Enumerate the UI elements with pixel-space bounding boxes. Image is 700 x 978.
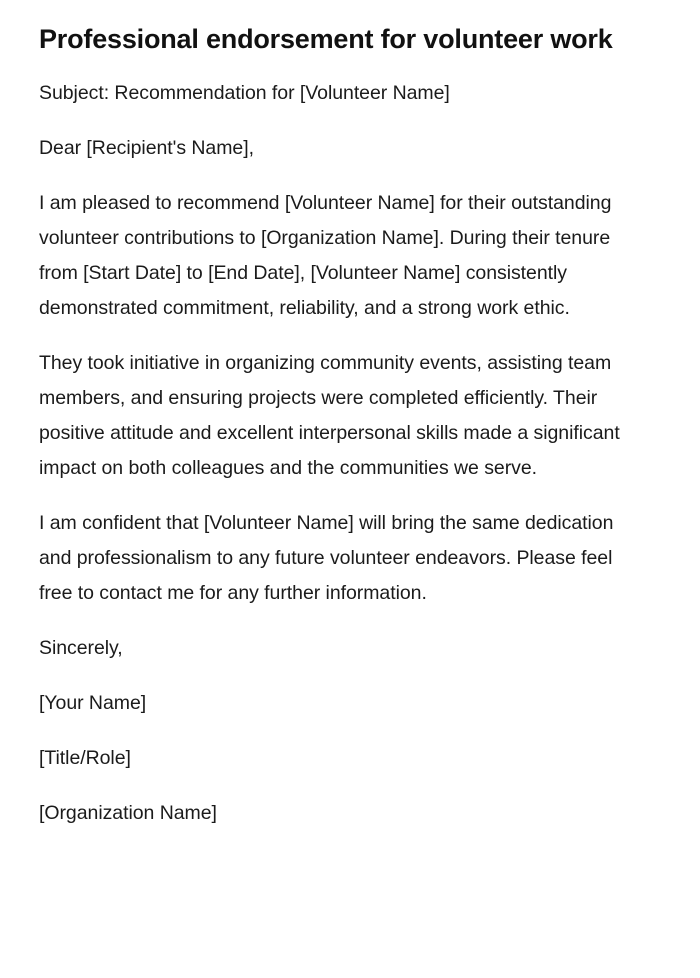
document-body bbox=[39, 76, 635, 831]
signature-title: [Title/Role] bbox=[39, 747, 131, 769]
signature-organization: [Organization Name] bbox=[39, 802, 217, 824]
body-paragraph-2: They took initiative in organizing community events, assisting team members, and ensuring projects were completed efficiently. Their positive attitude and excellent interpersonal skills made a significant impact on both colleagues and the communities we serve. bbox=[39, 352, 620, 479]
subject-line: Subject: Recommendation for [Volunteer Name] bbox=[39, 82, 450, 104]
body-paragraph-1: I am pleased to recommend [Volunteer Name] for their outstanding volunteer contributions to [Organization Name]. During their tenure from [Start Date] to [End Date], [Volunteer Name] consistently demonstrated commitment, reliability, and a strong work ethic. bbox=[39, 192, 612, 319]
salutation: Dear [Recipient's Name], bbox=[39, 137, 254, 159]
closing: Sincerely, bbox=[39, 637, 123, 659]
body-paragraph-3: I am confident that [Volunteer Name] will bring the same dedication and professionalism to any future volunteer endeavors. Please feel free to contact me for any further information. bbox=[39, 512, 614, 604]
page-title: Professional endorsement for volunteer work bbox=[39, 24, 613, 54]
signature-name: [Your Name] bbox=[39, 692, 147, 714]
